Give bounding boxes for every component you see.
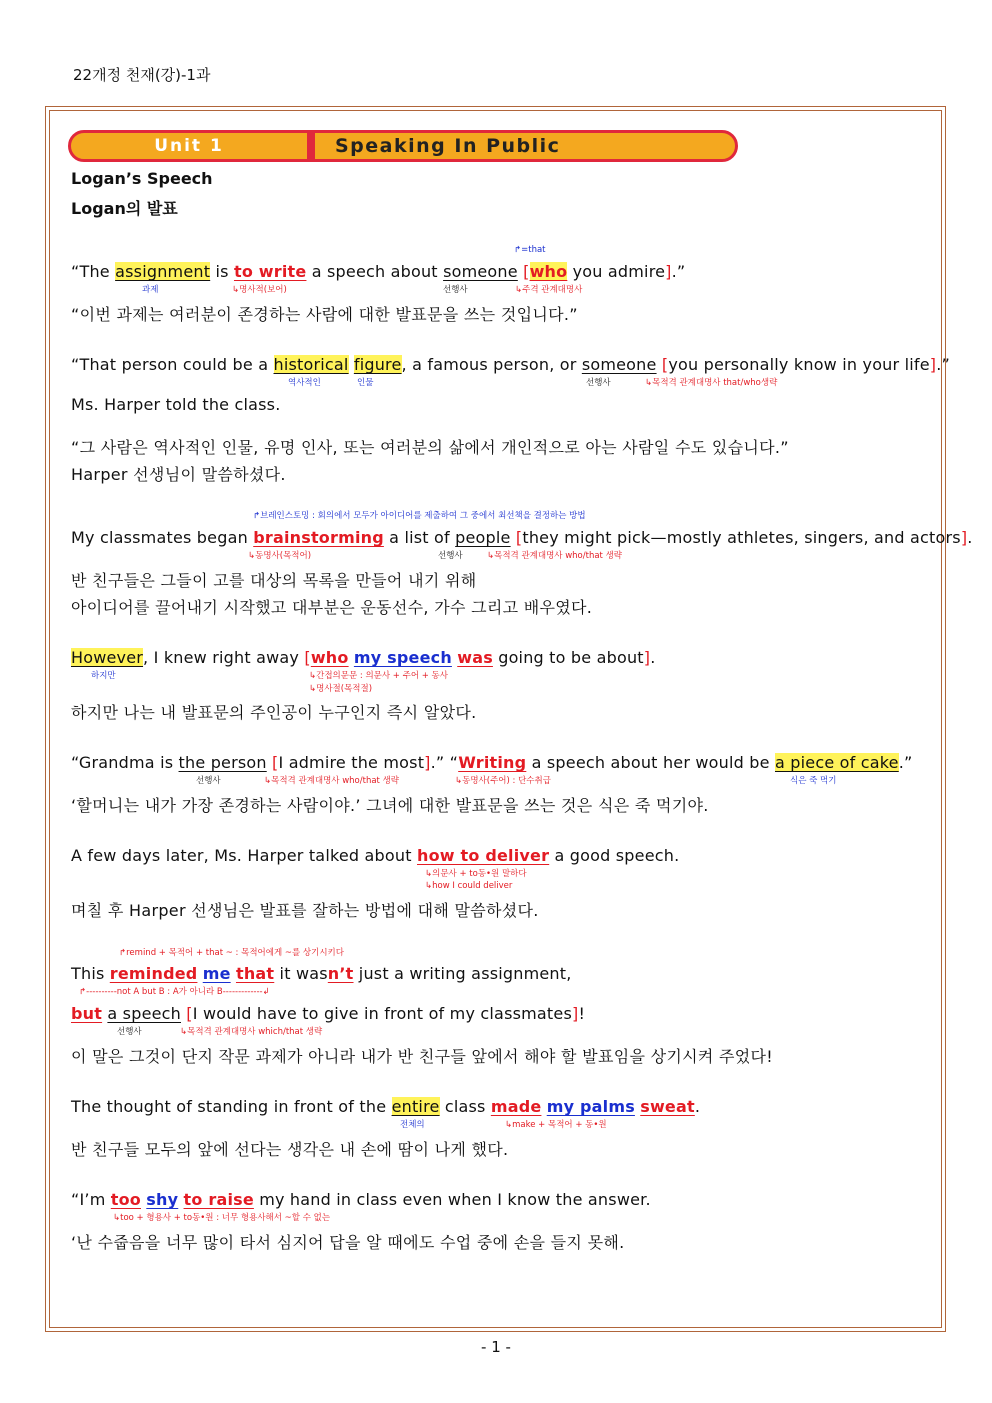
note: 전체의	[400, 1120, 425, 1130]
lesson-title-en: Logan’s Speech	[71, 169, 213, 188]
sentence-en-4: However, I knew right away [who my speech was going to be about].	[71, 648, 656, 667]
note: 선행사	[196, 776, 221, 786]
sentence-en-7: This reminded me that it wasn’t just a writing assignment,	[71, 964, 572, 983]
sentence-ko-8: 이 말은 그것이 단지 작문 과제가 아니라 내가 반 친구들 앞에서 해야 할 발표임을 상기시켜 주었다!	[71, 1047, 773, 1066]
sentence-en-3: My classmates began brainstorming a list of people [they might pick—mostly athletes, singers, and actors].	[71, 528, 973, 547]
note: ↳목적격 관계대명사 who/that 생략	[264, 776, 400, 786]
sentence-en-9: The thought of standing in front of the entire class made my palms sweat.	[71, 1097, 701, 1116]
sentence-en-10: “I’m too shy to raise my hand in class even when I know the answer.	[71, 1190, 651, 1209]
unit-label: Unit 1	[154, 136, 224, 156]
sentence-ko-1: “이번 과제는 여러분이 존경하는 사람에 대한 발표문을 쓰는 것입니다.”	[71, 305, 578, 324]
note: 식은 죽 먹기	[790, 776, 837, 786]
note: ↱----------not A but B : A가 아니라 B-------------↲	[79, 987, 270, 997]
note: ↳간접의문문 : 의문사 + 주어 + 동사	[309, 671, 448, 681]
note: 하지만	[91, 671, 116, 681]
sentence-ko-3b: 아이디어를 끌어내기 시작했고 대부분은 운동선수, 가수 그리고 배우였다.	[71, 598, 593, 617]
sentence-ko-2a: “그 사람은 역사적인 인물, 유명 인사, 또는 여러분의 삶에서 개인적으로 아는 사람일 수도 있습니다.”	[71, 438, 789, 457]
note: ↳동명사(목적어)	[248, 551, 312, 561]
sentence-ko-9: 반 친구들 모두의 앞에 선다는 생각은 내 손에 땀이 나게 했다.	[71, 1140, 509, 1159]
note: 선행사	[443, 285, 468, 295]
note: 과제	[142, 285, 159, 295]
sentence-en-2b: Ms. Harper told the class.	[71, 395, 281, 414]
page-number: - 1 -	[481, 1338, 511, 1356]
sentence-en-1: “The assignment is to write a speech about someone [who you admire].”	[71, 262, 686, 281]
sentence-ko-5: ‘할머니는 내가 가장 존경하는 사람이야.’ 그녀에 대한 발표문을 쓰는 것은 식은 죽 먹기야.	[71, 796, 709, 815]
note: ↳명사적(보어)	[232, 285, 287, 295]
note: 선행사	[117, 1027, 142, 1037]
note: ↳명사절(목적절)	[309, 684, 373, 694]
note: ↱remind + 목적어 + that ~ : 목적어에게 ~를 상기시키다	[119, 948, 344, 958]
note: 역사적인	[288, 378, 321, 388]
note: 인물	[357, 378, 374, 388]
lesson-title-ko: Logan의 발표	[71, 199, 178, 218]
doc-header: 22개정 천재(강)-1과	[73, 66, 211, 84]
note: ↳too + 형용사 + to동•원 : 너무 형용사해서 ~할 수 없는	[113, 1213, 331, 1223]
note: 선행사	[438, 551, 463, 561]
banner-separator	[307, 133, 315, 159]
sentence-ko-4: 하지만 나는 내 발표문의 주인공이 누구인지 즉시 알았다.	[71, 703, 477, 722]
note: ↱=that	[514, 245, 546, 255]
sentence-ko-3a: 반 친구들은 그들이 고를 대상의 목록을 만들어 내기 위해	[71, 571, 477, 590]
note: ↳동명사(주어) : 단수취급	[455, 776, 551, 786]
sentence-ko-2b: Harper 선생님이 말씀하셨다.	[71, 465, 286, 484]
note: ↳목적격 관계대명사 which/that 생략	[180, 1027, 323, 1037]
sentence-ko-6: 며칠 후 Harper 선생님은 발표를 잘하는 방법에 대해 말씀하셨다.	[71, 901, 539, 920]
note: ↳how I could deliver	[425, 881, 513, 891]
note: ↱브레인스토밍 : 회의에서 모두가 아이디어를 제출하여 그 중에서 최선책을 결정하는 방법	[253, 511, 586, 521]
sentence-en-8: but a speech [I would have to give in front of my classmates]!	[71, 1004, 586, 1023]
sentence-ko-10: ‘난 수줍음을 너무 많이 타서 심지어 답을 알 때에도 수업 중에 손을 들지 못해.	[71, 1233, 625, 1252]
note: ↳make + 목적어 + 동•원	[505, 1120, 607, 1130]
unit-banner	[68, 130, 738, 162]
note: ↳목적격 관계대명사 who/that 생략	[487, 551, 623, 561]
note: 선행사	[586, 378, 611, 388]
note: ↳목적격 관계대명사 that/who생략	[645, 378, 778, 388]
sentence-en-5: “Grandma is the person [I admire the most].” “Writing a speech about her would be a piece of cake.”	[71, 753, 913, 772]
sentence-en-2: “That person could be a historical figure, a famous person, or someone [you personally know in your life].”	[71, 355, 950, 374]
note: ↳의문사 + to동•원 말하다	[425, 869, 527, 879]
note: ↳주격 관계대명사	[515, 285, 583, 295]
sentence-en-6: A few days later, Ms. Harper talked about how to deliver a good speech.	[71, 846, 680, 865]
unit-title: Speaking In Public	[335, 135, 561, 157]
